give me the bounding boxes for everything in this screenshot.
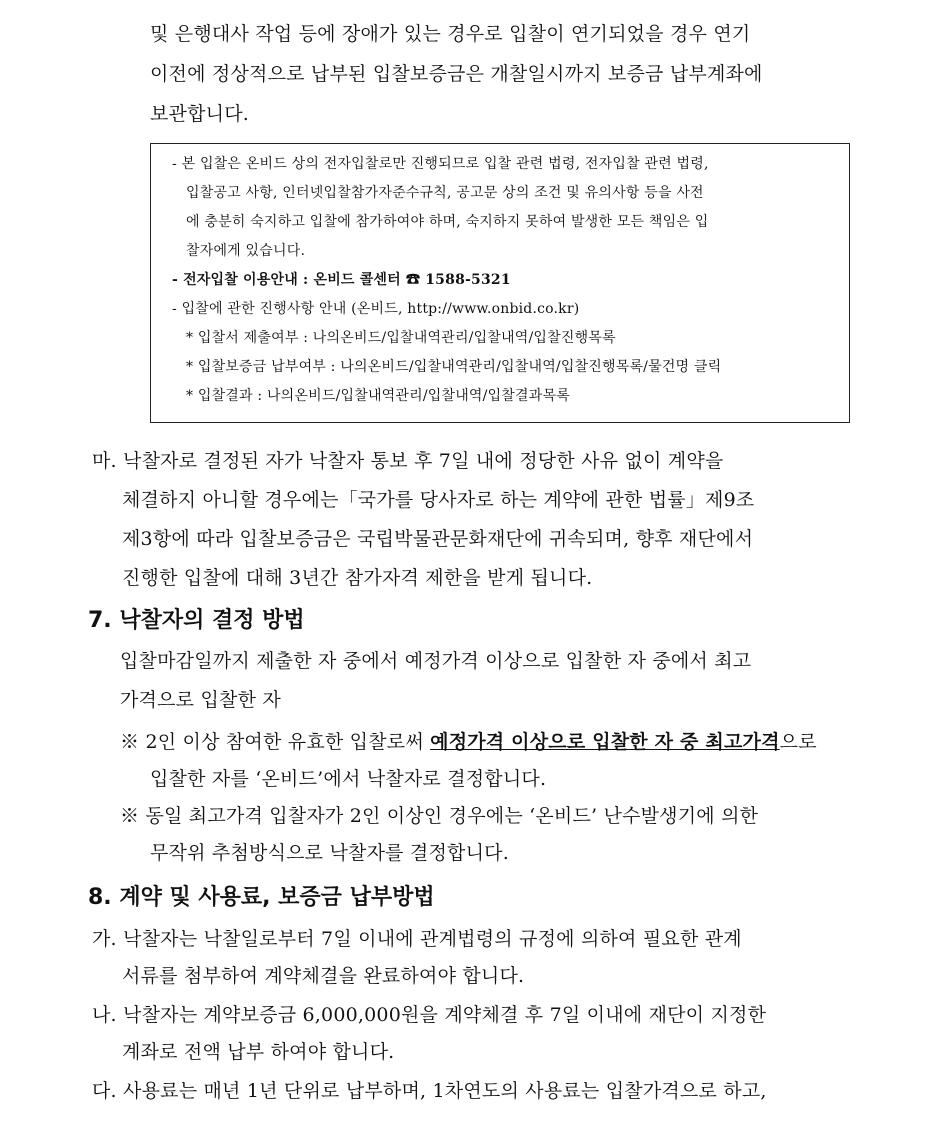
guide-phone: 1588-5321 — [420, 272, 511, 288]
phone-icon: ☎ — [405, 272, 421, 288]
section-7-note-1 — [120, 726, 817, 758]
item-ma-line-1: 마. 낙찰자로 결정된 자가 낙찰자 통보 후 7일 내에 정당한 사유 없이 계약을 — [92, 450, 724, 472]
notice-line-1: - 본 입찰은 온비드 상의 전자입찰로만 진행되므로 입찰 관련 법령, 전자입찰 관련 법령, — [172, 156, 709, 172]
item-ma-line-4: 진행한 입찰에 대해 3년간 참가자격 제한을 받게 됩니다. — [122, 567, 593, 589]
item-da-line-1: 다. 사용료는 매년 1년 단위로 납부하며, 1차연도의 사용료는 입찰가격으로 하고, — [92, 1080, 767, 1102]
item-ga-line-2: 서류를 첨부하여 계약체결을 완료하여야 합니다. — [122, 965, 525, 987]
item-ma-line-3: 제3항에 따라 입찰보증금은 국립박물관문화재단에 귀속되며, 향후 재단에서 — [122, 528, 754, 550]
notice-sub-1: * 입찰서 제출여부 : 나의온비드/입찰내역관리/입찰내역/입찰진행목록 — [186, 330, 616, 346]
notice-line-3: 에 충분히 숙지하고 입찰에 참가하여야 하며, 숙지하지 못하여 발생한 모든 책임은 입 — [186, 214, 709, 230]
intro-line-1: 및 은행대사 작업 등에 장애가 있는 경우로 입찰이 연기되었을 경우 연기 — [150, 23, 751, 45]
section-8-heading: 8. 계약 및 사용료, 보증금 납부방법 — [88, 885, 435, 910]
note-1-pre: ※ 2인 이상 참여한 유효한 입찰로써 — [120, 731, 431, 753]
section-7-note-2-line-1: ※ 동일 최고가격 입찰자가 2인 이상인 경우에는 ‘온비드’ 난수발생기에 의한 — [120, 805, 759, 827]
notice-sub-3: * 입찰결과 : 나의온비드/입찰내역관리/입찰내역/입찰결과목록 — [186, 388, 570, 404]
section-7-note-1-line-2: 입찰한 자를 ‘온비드’에서 낙찰자로 결정합니다. — [150, 768, 547, 790]
item-na-line-1: 나. 낙찰자는 계약보증금 6,000,000원을 계약체결 후 7일 이내에 재단이 지정한 — [92, 1004, 767, 1026]
note-1-post: 으로 — [779, 731, 817, 753]
item-na-line-2: 계좌로 전액 납부 하여야 합니다. — [122, 1041, 395, 1063]
section-7-heading: 7. 낙찰자의 결정 방법 — [88, 608, 305, 633]
section-7-body-2: 가격으로 입찰한 자 — [120, 689, 281, 711]
guide-label: - 전자입찰 이용안내 : 온비드 콜센터 — [172, 272, 406, 288]
notice-line-4: 찰자에게 있습니다. — [186, 243, 306, 259]
notice-info-line: - 입찰에 관한 진행사항 안내 (온비드, http://www.onbid.co.kr) — [172, 301, 580, 317]
notice-guide-line — [172, 268, 511, 292]
section-7-body-1: 입찰마감일까지 제출한 자 중에서 예정가격 이상으로 입찰한 자 중에서 최고 — [120, 650, 752, 672]
intro-line-3: 보관합니다. — [150, 103, 250, 125]
intro-line-2: 이전에 정상적으로 납부된 입찰보증금은 개찰일시까지 보증금 납부계좌에 — [150, 63, 763, 85]
notice-sub-2: * 입찰보증금 납부여부 : 나의온비드/입찰내역관리/입찰내역/입찰진행목록/물건명 클릭 — [186, 359, 722, 375]
note-1-emphasis: 예정가격 이상으로 입찰한 자 중 최고가격 — [430, 731, 780, 753]
item-ga-line-1: 가. 낙찰자는 낙찰일로부터 7일 이내에 관계법령의 규정에 의하여 필요한 관계 — [92, 928, 742, 950]
section-7-note-2-line-2: 무작위 추첨방식으로 낙찰자를 결정합니다. — [150, 842, 509, 864]
notice-line-2: 입찰공고 사항, 인터넷입찰참가자준수규칙, 공고문 상의 조건 및 유의사항 등을 사전 — [186, 185, 704, 201]
item-ma-line-2: 체결하지 아니할 경우에는「국가를 당사자로 하는 계약에 관한 법률」제9조 — [122, 489, 755, 511]
